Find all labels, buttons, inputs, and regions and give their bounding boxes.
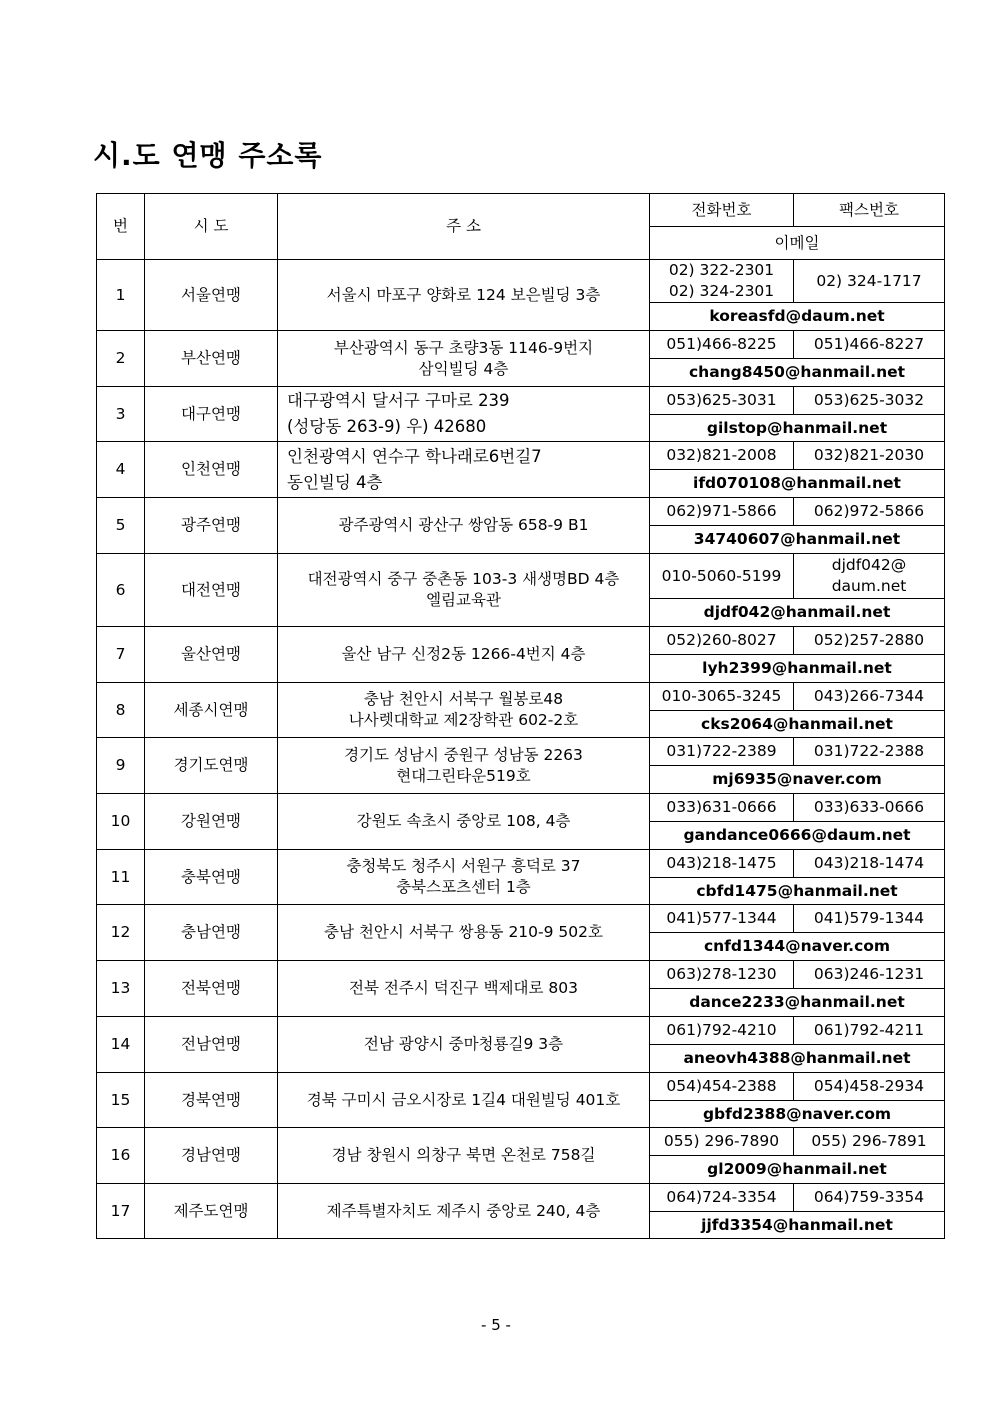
header-email: 이메일: [650, 227, 945, 260]
city-name: 경남연맹: [145, 1128, 278, 1184]
table-row: [97, 961, 945, 989]
address-line: 인천광역시 연수구 학나래로6번길7: [287, 446, 542, 466]
fax-line: 043)218-1474: [813, 854, 925, 872]
phone-cell: [650, 498, 794, 526]
email-cell: gbfd2388@naver.com: [650, 1101, 945, 1128]
fax-cell: [794, 442, 945, 470]
address-line: 삼익빌딩 4층: [418, 359, 509, 378]
phone-cell: [650, 1184, 794, 1212]
city-name: 제주도연맹: [145, 1184, 278, 1239]
fax-cell: [794, 1184, 945, 1212]
phone-cell: [650, 905, 794, 933]
address-cell: [278, 442, 650, 498]
address-cell: [278, 1017, 650, 1073]
email-cell: chang8450@hanmail.net: [650, 359, 945, 387]
phone-cell: [650, 683, 794, 711]
phone-line: 062)971-5866: [666, 502, 777, 520]
address-line: 전남 광양시 중마청룡길9 3층: [363, 1035, 564, 1053]
address-cell: [278, 260, 650, 331]
fax-cell: [794, 794, 945, 822]
address-cell: [278, 683, 650, 738]
fax-cell: [794, 387, 945, 415]
table-row: [97, 627, 945, 655]
city-name: 강원연맹: [145, 794, 278, 850]
address-line: 강원도 속초시 중앙로 108, 4층: [356, 812, 571, 830]
city-name: 울산연맹: [145, 627, 278, 683]
address-line: 대구광역시 달서구 구마로 239: [287, 391, 510, 410]
email-cell: dance2233@hanmail.net: [650, 989, 945, 1017]
table-row: [97, 260, 945, 303]
header-no: 번: [97, 194, 145, 260]
fax-cell: [794, 738, 945, 766]
fax-cell: [794, 260, 945, 303]
fax-cell: [794, 554, 945, 599]
address-cell: [278, 1073, 650, 1128]
city-name: 대구연맹: [145, 387, 278, 442]
email-cell: gl2009@hanmail.net: [650, 1156, 945, 1184]
city-name: 광주연맹: [145, 498, 278, 554]
fax-line: 055) 296-7891: [811, 1132, 927, 1150]
header-address: 주 소: [278, 194, 650, 260]
phone-cell: [650, 442, 794, 470]
phone-line: 033)631-0666: [666, 798, 777, 816]
address-cell: [278, 1128, 650, 1184]
table-row: [97, 1184, 945, 1212]
address-line: 울산 남구 신정2동 1266-4번지 4층: [341, 645, 586, 663]
table-row: [97, 331, 945, 359]
table-row: [97, 442, 945, 470]
city-name: 부산연맹: [145, 331, 278, 387]
fax-cell: [794, 905, 945, 933]
row-number: 11: [97, 850, 145, 905]
row-number: 10: [97, 794, 145, 850]
fax-line: 043)266-7344: [813, 687, 925, 705]
phone-line: 032)821-2008: [666, 446, 777, 464]
fax-cell: [794, 1073, 945, 1101]
email-cell: 34740607@hanmail.net: [650, 526, 945, 554]
address-line: 엘림교육관: [426, 591, 501, 609]
page-title: 시.도 연맹 주소록: [93, 139, 323, 172]
row-number: 8: [97, 683, 145, 738]
email-cell: koreasfd@daum.net: [650, 303, 945, 331]
table-row: [97, 1128, 945, 1156]
fax-line: 061)792-4211: [813, 1021, 925, 1039]
address-line: 충북스포츠센터 1층: [396, 878, 531, 896]
address-cell: [278, 905, 650, 961]
phone-line: 010-3065-3245: [661, 687, 782, 705]
email-cell: cnfd1344@naver.com: [650, 933, 945, 961]
city-name: 경기도연맹: [145, 738, 278, 794]
address-line: 전북 전주시 덕진구 백제대로 803: [349, 979, 578, 997]
row-number: 7: [97, 627, 145, 683]
row-number: 17: [97, 1184, 145, 1239]
header-city: 시 도: [145, 194, 278, 260]
fax-line: 032)821-2030: [813, 446, 925, 464]
address-cell: [278, 738, 650, 794]
fax-cell: [794, 683, 945, 711]
phone-line: 02) 322-2301: [668, 261, 775, 279]
table-row: [97, 905, 945, 933]
header-phone: 전화번호: [650, 194, 794, 227]
email-cell: gandance0666@daum.net: [650, 822, 945, 850]
address-line: 충청북도 청주시 서원구 흥덕로 37: [346, 857, 581, 875]
table-row: [97, 387, 945, 415]
fax-line: 054)458-2934: [813, 1077, 925, 1095]
row-number: 12: [97, 905, 145, 961]
table-row: [97, 554, 945, 599]
phone-cell: [650, 961, 794, 989]
phone-cell: [650, 554, 794, 599]
row-number: 9: [97, 738, 145, 794]
address-line: 부산광역시 동구 초량3동 1146-9번지: [333, 338, 594, 357]
phone-line: 052)260-8027: [666, 631, 777, 649]
phone-cell: [650, 331, 794, 359]
phone-cell: [650, 260, 794, 303]
address-line: 서울시 마포구 양화로 124 보은빌딩 3층: [326, 285, 601, 304]
address-table: [96, 193, 945, 1239]
address-cell: [278, 387, 650, 442]
city-name: 인천연맹: [145, 442, 278, 498]
phone-cell: [650, 1073, 794, 1101]
phone-line: 053)625-3031: [666, 391, 777, 409]
email-cell: gilstop@hanmail.net: [650, 415, 945, 442]
address-cell: [278, 627, 650, 683]
phone-cell: [650, 627, 794, 655]
row-number: 1: [97, 260, 145, 331]
fax-cell: [794, 498, 945, 526]
address-cell: [278, 1184, 650, 1239]
fax-line: 02) 324-1717: [816, 271, 922, 290]
city-name: 대전연맹: [145, 554, 278, 627]
table-row: [97, 498, 945, 526]
address-line: 대전광역시 중구 중촌동 103-3 새생명BD 4층: [307, 570, 620, 588]
header-fax: 팩스번호: [794, 194, 945, 227]
city-name: 충북연맹: [145, 850, 278, 905]
row-number: 13: [97, 961, 145, 1017]
address-line: 경기도 성남시 중원구 성남동 2263: [344, 745, 583, 764]
city-name: 전남연맹: [145, 1017, 278, 1073]
address-line: 광주광역시 광산구 쌍암동 658-9 B1: [338, 516, 589, 534]
table-row: [97, 794, 945, 822]
address-line: 제주특별자치도 제주시 중앙로 240, 4층: [326, 1201, 601, 1220]
address-cell: [278, 794, 650, 850]
fax-line: 052)257-2880: [813, 631, 925, 649]
phone-cell: [650, 850, 794, 878]
fax-line: 053)625-3032: [813, 391, 925, 409]
phone-line: 02) 324-2301: [668, 282, 775, 300]
address-line: (성당동 263-9) 우) 42680: [287, 417, 487, 436]
phone-cell: [650, 738, 794, 766]
row-number: 2: [97, 331, 145, 387]
fax-cell: [794, 961, 945, 989]
email-cell: lyh2399@hanmail.net: [650, 655, 945, 683]
address-cell: [278, 498, 650, 554]
table-row: [97, 683, 945, 711]
phone-cell: [650, 1128, 794, 1156]
email-cell: cbfd1475@hanmail.net: [650, 878, 945, 905]
phone-line: 054)454-2388: [666, 1077, 777, 1095]
address-line: 동인빌딩 4층: [287, 472, 383, 492]
phone-line: 055) 296-7890: [663, 1132, 780, 1150]
fax-line: daum.net: [831, 577, 907, 595]
address-cell: [278, 850, 650, 905]
email-cell: aneovh4388@hanmail.net: [650, 1045, 945, 1073]
row-number: 3: [97, 387, 145, 442]
email-cell: djdf042@hanmail.net: [650, 599, 945, 627]
city-name: 세종시연맹: [145, 683, 278, 738]
table-row: [97, 1073, 945, 1101]
row-number: 5: [97, 498, 145, 554]
fax-line: 031)722-2388: [813, 742, 925, 760]
phone-line: 031)722-2389: [666, 742, 777, 760]
fax-cell: [794, 627, 945, 655]
fax-line: 062)972-5866: [813, 502, 925, 520]
address-line: 경남 창원시 의창구 북면 온천로 758길: [331, 1146, 596, 1164]
email-cell: cks2064@hanmail.net: [650, 711, 945, 738]
address-cell: [278, 961, 650, 1017]
phone-line: 061)792-4210: [666, 1021, 777, 1039]
row-number: 16: [97, 1128, 145, 1184]
address-cell: [278, 331, 650, 387]
city-name: 경북연맹: [145, 1073, 278, 1128]
city-name: 서울연맹: [145, 260, 278, 331]
address-line: 경북 구미시 금오시장로 1길4 대원빌딩 401호: [306, 1090, 621, 1109]
row-number: 15: [97, 1073, 145, 1128]
phone-line: 064)724-3354: [666, 1188, 777, 1206]
fax-cell: [794, 850, 945, 878]
fax-line: 051)466-8227: [813, 335, 925, 353]
row-number: 14: [97, 1017, 145, 1073]
phone-line: 010-5060-5199: [661, 566, 782, 585]
page-number: - 5 -: [481, 1316, 511, 1334]
fax-line: 033)633-0666: [813, 798, 925, 816]
row-number: 4: [97, 442, 145, 498]
table-row: [97, 738, 945, 766]
table-row: [97, 1017, 945, 1045]
address-line: 충남 천안시 서북구 월봉로48: [363, 690, 564, 708]
phone-cell: [650, 1017, 794, 1045]
fax-line: djdf042@: [831, 556, 907, 574]
address-line: 충남 천안시 서북구 쌍용동 210-9 502호: [324, 923, 603, 941]
phone-line: 041)577-1344: [666, 909, 777, 927]
fax-line: 041)579-1344: [813, 909, 925, 927]
phone-line: 051)466-8225: [666, 335, 777, 353]
fax-line: 063)246-1231: [813, 965, 925, 983]
address-cell: [278, 554, 650, 627]
phone-line: 043)218-1475: [666, 854, 777, 872]
fax-line: 064)759-3354: [813, 1188, 925, 1206]
row-number: 6: [97, 554, 145, 627]
fax-cell: [794, 331, 945, 359]
table-row: [97, 850, 945, 878]
phone-line: 063)278-1230: [666, 965, 777, 983]
email-cell: mj6935@naver.com: [650, 766, 945, 794]
email-cell: jjfd3354@hanmail.net: [650, 1212, 945, 1239]
fax-cell: [794, 1017, 945, 1045]
phone-cell: [650, 387, 794, 415]
city-name: 전북연맹: [145, 961, 278, 1017]
fax-cell: [794, 1128, 945, 1156]
address-line: 현대그린타운519호: [396, 766, 531, 785]
phone-cell: [650, 794, 794, 822]
email-cell: ifd070108@hanmail.net: [650, 470, 945, 498]
address-line: 나사렛대학교 제2장학관 602-2호: [348, 711, 579, 729]
city-name: 충남연맹: [145, 905, 278, 961]
